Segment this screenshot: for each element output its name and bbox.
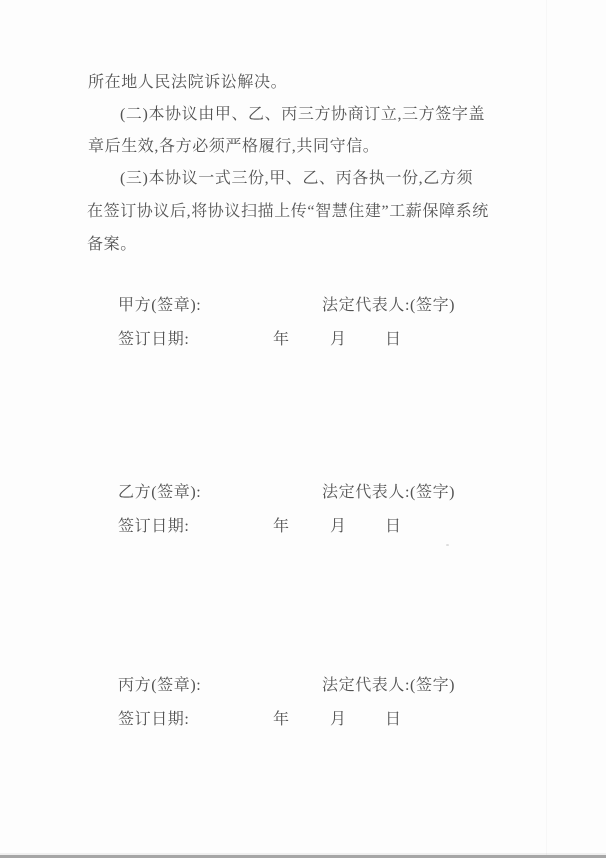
year-label: 年 xyxy=(273,711,290,728)
party-b-seal-label: 乙方(签章): xyxy=(118,484,202,501)
legal-representative-label: 法定代表人:(签字) xyxy=(322,297,456,314)
month-label: 月 xyxy=(330,518,347,535)
day-label: 日 xyxy=(385,331,402,348)
paragraph-line: 备案。 xyxy=(87,236,137,253)
scan-crease-artifact xyxy=(546,0,547,858)
sign-date-label: 签订日期: xyxy=(118,331,190,348)
party-c-seal-label: 丙方(签章): xyxy=(118,677,202,694)
day-label: 日 xyxy=(385,711,402,728)
paragraph-line: 章后生效,各方必须严格履行,共同守信。 xyxy=(88,138,380,155)
sign-date-label: 签订日期: xyxy=(118,711,190,728)
legal-representative-label: 法定代表人:(签字) xyxy=(322,677,456,694)
legal-representative-label: 法定代表人:(签字) xyxy=(322,484,456,501)
month-label: 月 xyxy=(330,711,347,728)
day-label: 日 xyxy=(385,518,402,535)
paragraph-line: (三)本协议一式三份,甲、乙、丙各执一份,乙方须 xyxy=(120,170,474,187)
sign-date-label: 签订日期: xyxy=(118,518,190,535)
month-label: 月 xyxy=(330,331,347,348)
year-label: 年 xyxy=(273,518,290,535)
paragraph-line: 在签订协议后,将协议扫描上传“智慧住建”工薪保障系统 xyxy=(87,203,489,220)
paragraph-line: (二)本协议由甲、乙、丙三方协商订立,三方签字盖 xyxy=(120,106,486,123)
year-label: 年 xyxy=(273,331,290,348)
party-a-seal-label: 甲方(签章): xyxy=(118,297,202,314)
paragraph-line: 所在地人民法院诉讼解决。 xyxy=(88,74,288,91)
scan-speckle-artifact xyxy=(446,544,449,546)
